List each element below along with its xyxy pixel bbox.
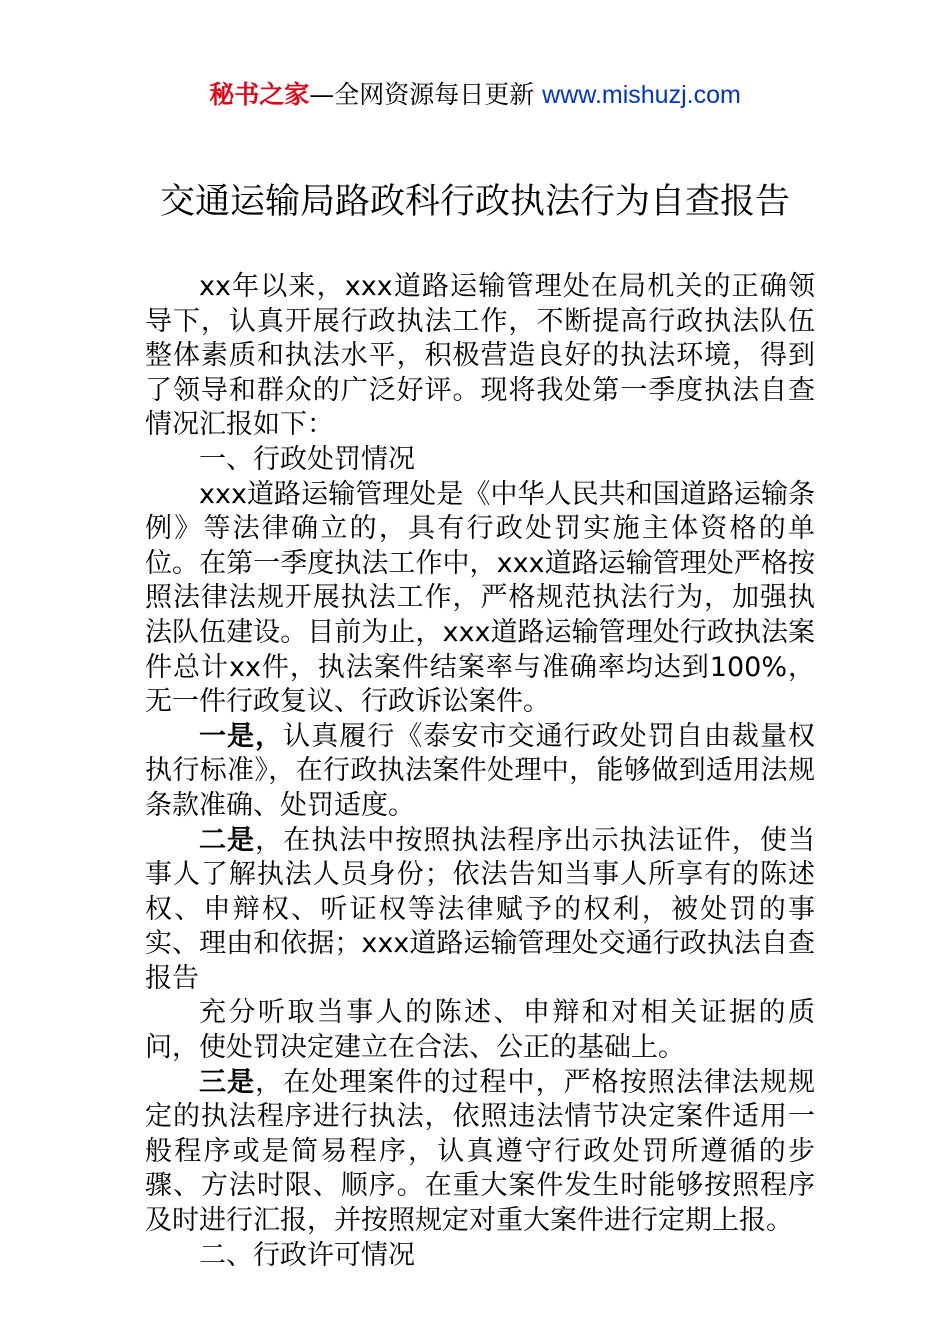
section-heading-license (145, 1239, 815, 1274)
paragraph-text: 充分听取当事人的陈述、申辩和对相关证据的质问，使处罚决定建立在合法、公正的基础上。 (145, 997, 815, 1064)
site-header (0, 78, 950, 112)
site-url-link[interactable]: www.mishuzj.com (542, 81, 741, 109)
brand-name: 秘书之家 (209, 80, 310, 109)
paragraph-text: xxx道路运输管理处是《中华人民共和国道路运输条例》等法律确立的，具有行政处罚实施主体资格的单位。在第一季度执法工作中，xxx道路运输管理处严格按照法律法规开展执法工作，严格规范执法行为，加强执法队伍建设。目前为止，xxx道路运输管理处行政执法案件总计xx件，执法案件结案率与准确率均达到100%，无一件行政复议、行政诉讼案件。 (145, 478, 815, 718)
paragraph-point-one (145, 720, 815, 824)
paragraph-point-three (145, 1066, 815, 1239)
paragraph-text: xx年以来，xxx道路运输管理处在局机关的正确领导下，认真开展行政执法工作，不断提高行政执法队伍整体素质和执法水平，积极营造良好的执法环境，得到了领导和群众的广泛好评。现将我处第一季度执法自查情况汇报如下： (145, 271, 815, 441)
paragraph-lead: 三是 (199, 1066, 256, 1098)
document-title: 交通运输局路政科行政执法行为自查报告 (159, 182, 790, 222)
paragraph-intro (145, 270, 815, 443)
document-body (145, 270, 815, 1273)
paragraph-text: 认真履行《泰安市交通行政处罚自由裁量权执行标准》，在行政执法案件处理中，能够做到适用法规条款准确、处罚适度。 (145, 720, 816, 821)
paragraph-hearing (145, 996, 815, 1065)
header-tagline: —全网资源每日更新 (309, 80, 543, 109)
paragraph-text: ，在处理案件的过程中，严格按照法律法规规定的执法程序进行执法，依照违法情节决定案件适用一般程序或是简易程序，认真遵守行政处罚所遵循的步骤、方法时限、顺序。在重大案件发生时能够按照程序及时进行汇报，并按照规定对重大案件进行定期上报。 (145, 1066, 816, 1237)
paragraph-penalty-overview (145, 478, 815, 720)
paragraph-text: ，在执法中按照执法程序出示执法证件，使当事人了解执法人员身份；依法告知当事人所享有的陈述权、申辩权、听证权等法律赋予的权利，被处罚的事实、理由和依据；xxx道路运输管理处交通行政执法自查报告 (145, 824, 816, 994)
section-heading-penalty (145, 443, 815, 478)
section-heading-text: 一、行政处罚情况 (199, 443, 415, 475)
paragraph-lead: 一是， (199, 720, 284, 752)
paragraph-point-two (145, 824, 815, 997)
paragraph-lead: 二是 (199, 824, 256, 856)
section-heading-text: 二、行政许可情况 (199, 1239, 415, 1271)
